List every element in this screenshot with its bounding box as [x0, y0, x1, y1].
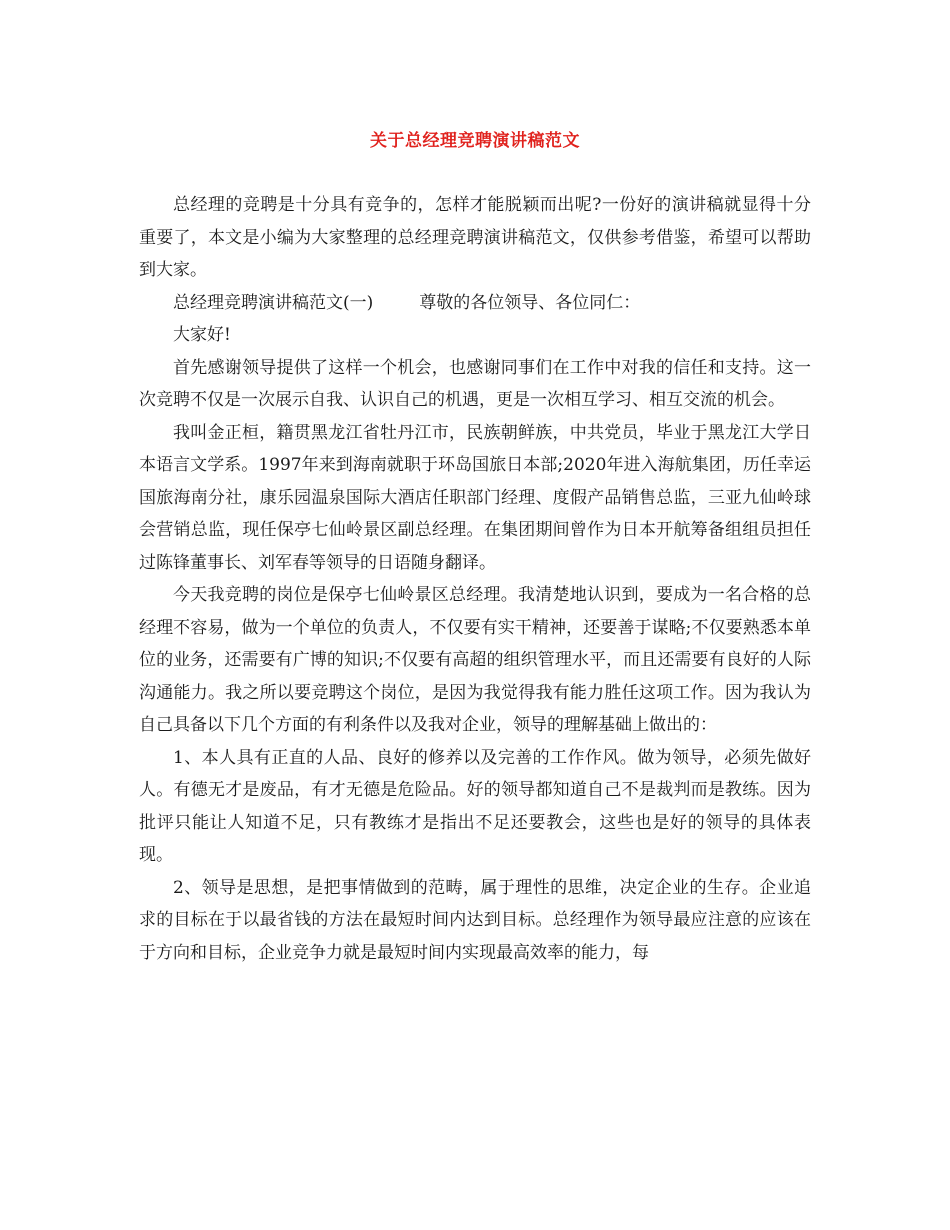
document-title: 关于总经理竞聘演讲稿范文: [370, 131, 580, 151]
document-body: [139, 189, 811, 969]
section-heading-line: [139, 287, 811, 320]
greeting-paragraph: 大家好!: [173, 325, 231, 345]
intro-paragraph: 总经理的竞聘是十分具有竞争的，怎样才能脱颖而出呢?一份好的演讲稿就显得十分重要了，本文是小编为大家整理的总经理竞聘演讲稿范文，仅供参考借鉴，希望可以帮助到大家。: [139, 195, 811, 280]
position-paragraph: 今天我竞聘的岗位是保亭七仙岭景区总经理。我清楚地认识到，要成为一名合格的总经理不容易，做为一个单位的负责人，不仅要有实干精神，还要善于谋略;不仅要熟悉本单位的业务，还需要有广博的知识;不仅要有高超的组织管理水平，而且还需要有良好的人际沟通能力。我之所以要竞聘这个岗位，是因为我觉得我有能力胜任这项工作。因为我认为自己具备以下几个方面的有利条件以及我对企业，领导的理解基础上做出的：: [139, 585, 811, 735]
salutation: 尊敬的各位领导、各位同仁：: [419, 292, 641, 313]
point-1-paragraph: 1、本人具有正直的人品、良好的修养以及完善的工作作风。做为领导，必须先做好人。有德无才是废品，有才无德是危险品。好的领导都知道自己不是裁判而是教练。因为批评只能让人知道不足，只有教练才是指出不足还要教会，这些也是好的领导的具体表现。: [139, 747, 811, 865]
self-introduction-paragraph: 我叫金正桓，籍贯黑龙江省牡丹江市，民族朝鲜族，中共党员，毕业于黑龙江大学日本语言文学系。1997年来到海南就职于环岛国旅日本部;2020年进入海航集团，历任幸运国旅海南分社，康乐园温泉国际大酒店任职部门经理、度假产品销售总监，三亚九仙岭球会营销总监，现任保亭七仙岭景区副总经理。在集团期间曾作为日本开航筹备组组员担任过陈锋董事长、刘军春等领导的日语随身翻译。: [139, 422, 811, 573]
point-2-paragraph: 2、领导是思想，是把事情做到的范畴，属于理性的思维，决定企业的生存。企业追求的目标在于以最省钱的方法在最短时间内达到目标。总经理作为领导最应注意的应该在于方向和目标，企业竞争力就是最短时间内实现最高效率的能力，每: [139, 877, 811, 963]
section-heading: 总经理竞聘演讲稿范文(一): [173, 292, 374, 313]
thanks-paragraph: 首先感谢领导提供了这样一个机会，也感谢同事们在工作中对我的信任和支持。这一次竞聘不仅是一次展示自我、认识自己的机遇，更是一次相互学习、相互交流的机会。: [139, 357, 811, 410]
